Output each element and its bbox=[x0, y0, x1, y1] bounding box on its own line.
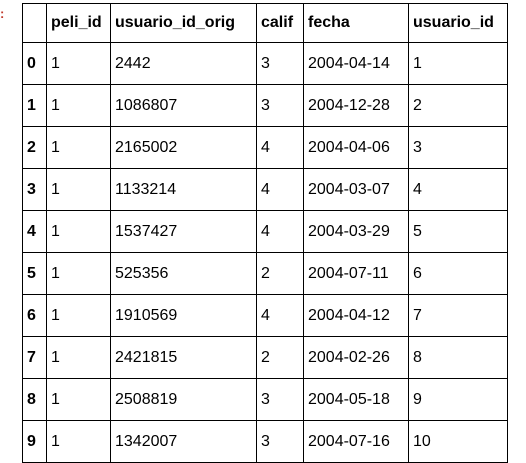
dataframe-table bbox=[22, 3, 508, 463]
cell-calif: 2 bbox=[257, 253, 304, 295]
cell-usuario-id-orig: 525356 bbox=[111, 253, 257, 295]
cell-usuario-id: 3 bbox=[409, 127, 508, 169]
table-header-row bbox=[23, 4, 508, 43]
row-index: 4 bbox=[23, 211, 47, 253]
cell-calif: 3 bbox=[257, 421, 304, 463]
cell-fecha: 2004-07-16 bbox=[304, 421, 409, 463]
cell-calif: 3 bbox=[257, 379, 304, 421]
cell-peli-id: 1 bbox=[47, 295, 111, 337]
cell-usuario-id: 8 bbox=[409, 337, 508, 379]
cell-fecha: 2004-04-12 bbox=[304, 295, 409, 337]
cell-fecha: 2004-03-29 bbox=[304, 211, 409, 253]
cell-usuario-id-orig: 2442 bbox=[111, 43, 257, 85]
header-peli-id: peli_id bbox=[47, 4, 111, 43]
cell-usuario-id: 5 bbox=[409, 211, 508, 253]
cell-calif: 4 bbox=[257, 295, 304, 337]
cell-usuario-id: 10 bbox=[409, 421, 508, 463]
cell-peli-id: 1 bbox=[47, 379, 111, 421]
cell-peli-id: 1 bbox=[47, 127, 111, 169]
cell-calif: 4 bbox=[257, 211, 304, 253]
cell-fecha: 2004-02-26 bbox=[304, 337, 409, 379]
cell-usuario-id: 7 bbox=[409, 295, 508, 337]
cell-peli-id: 1 bbox=[47, 43, 111, 85]
header-fecha: fecha bbox=[304, 4, 409, 43]
cell-calif: 4 bbox=[257, 127, 304, 169]
cell-usuario-id-orig: 1133214 bbox=[111, 169, 257, 211]
cell-calif: 3 bbox=[257, 43, 304, 85]
cell-usuario-id: 1 bbox=[409, 43, 508, 85]
cell-usuario-id: 4 bbox=[409, 169, 508, 211]
cell-fecha: 2004-04-06 bbox=[304, 127, 409, 169]
row-index: 5 bbox=[23, 253, 47, 295]
row-index: 8 bbox=[23, 379, 47, 421]
cell-calif: 4 bbox=[257, 169, 304, 211]
row-index: 1 bbox=[23, 85, 47, 127]
row-index: 9 bbox=[23, 421, 47, 463]
output-prompt-marker: : bbox=[0, 6, 5, 21]
cell-usuario-id-orig: 1910569 bbox=[111, 295, 257, 337]
cell-usuario-id-orig: 1342007 bbox=[111, 421, 257, 463]
cell-usuario-id: 9 bbox=[409, 379, 508, 421]
header-index bbox=[23, 4, 47, 43]
cell-usuario-id: 2 bbox=[409, 85, 508, 127]
row-index: 7 bbox=[23, 337, 47, 379]
cell-calif: 3 bbox=[257, 85, 304, 127]
table-row bbox=[23, 295, 508, 337]
cell-usuario-id: 6 bbox=[409, 253, 508, 295]
header-calif: calif bbox=[257, 4, 304, 43]
table-row bbox=[23, 127, 508, 169]
table-row bbox=[23, 169, 508, 211]
cell-peli-id: 1 bbox=[47, 211, 111, 253]
cell-usuario-id-orig: 1086807 bbox=[111, 85, 257, 127]
header-usuario-id: usuario_id bbox=[409, 4, 508, 43]
cell-fecha: 2004-03-07 bbox=[304, 169, 409, 211]
cell-fecha: 2004-12-28 bbox=[304, 85, 409, 127]
row-index: 0 bbox=[23, 43, 47, 85]
table-row bbox=[23, 43, 508, 85]
table-row bbox=[23, 253, 508, 295]
cell-calif: 2 bbox=[257, 337, 304, 379]
cell-peli-id: 1 bbox=[47, 85, 111, 127]
cell-fecha: 2004-05-18 bbox=[304, 379, 409, 421]
row-index: 3 bbox=[23, 169, 47, 211]
cell-peli-id: 1 bbox=[47, 169, 111, 211]
table-row bbox=[23, 379, 508, 421]
row-index: 2 bbox=[23, 127, 47, 169]
cell-peli-id: 1 bbox=[47, 337, 111, 379]
cell-usuario-id-orig: 2165002 bbox=[111, 127, 257, 169]
table-row bbox=[23, 337, 508, 379]
table-row bbox=[23, 211, 508, 253]
cell-usuario-id-orig: 2508819 bbox=[111, 379, 257, 421]
table-row bbox=[23, 85, 508, 127]
cell-usuario-id-orig: 1537427 bbox=[111, 211, 257, 253]
cell-peli-id: 1 bbox=[47, 421, 111, 463]
row-index: 6 bbox=[23, 295, 47, 337]
cell-fecha: 2004-07-11 bbox=[304, 253, 409, 295]
table-row bbox=[23, 421, 508, 463]
cell-fecha: 2004-04-14 bbox=[304, 43, 409, 85]
cell-peli-id: 1 bbox=[47, 253, 111, 295]
header-usuario-id-orig: usuario_id_orig bbox=[111, 4, 257, 43]
cell-usuario-id-orig: 2421815 bbox=[111, 337, 257, 379]
